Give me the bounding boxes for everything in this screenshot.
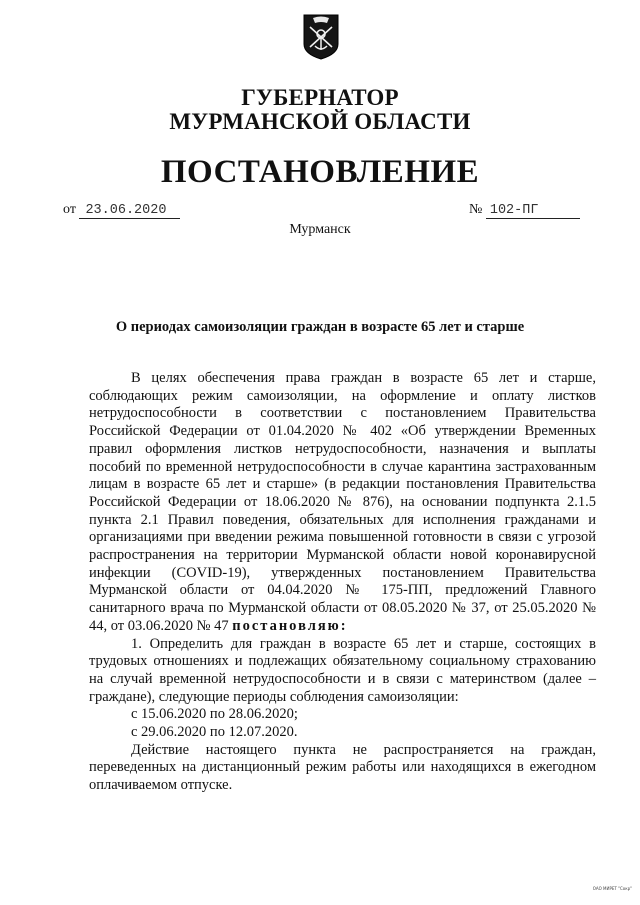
- coat-of-arms-icon: [303, 14, 339, 60]
- coat-of-arms-emblem: [303, 14, 339, 60]
- print-stamp: ОАО МИРЕТ "Сокр": [592, 886, 632, 891]
- number-field: [486, 201, 580, 219]
- period-2: с 29.06.2020 по 12.07.2020.: [131, 724, 298, 741]
- date-prefix: от: [63, 202, 76, 217]
- issuer-line-2: МУРМАНСКОЙ ОБЛАСТИ: [169, 109, 471, 134]
- issuer-line-1: ГУБЕРНАТОР: [241, 85, 399, 110]
- city-name: Мурманск: [289, 222, 351, 237]
- number-value: 102-ПГ: [489, 203, 539, 218]
- number-prefix: №: [469, 202, 483, 217]
- document-subject: О периодах самоизоляции граждан в возрасте 65 лет и старше: [115, 319, 525, 335]
- document-number: [469, 201, 580, 219]
- period-1: с 15.06.2020 по 28.06.2020;: [131, 706, 298, 723]
- preamble-text: В целях обеспечения права граждан в возрасте 65 лет и старше, соблюдающих режим самоизоляции, на оформление и оплату листков нетрудоспособности в соответствии с постановлением Правительства Российской Федерации от 01.04.2020 № 402 «Об утверждении Временных правил оформления листков нетрудоспособности, назначения и выплаты пособий по временной нетрудоспособности в случае карантина застрахованным лицам в возрасте 65 лет и старше» (в редакции постановления Правительства Российской Федерации от 18.06.2020 № 876), на основании подпункта 2.1.5 пункта 2.1 Правил поведения, обязательных для исполнения гражданами и организациями при введении режима повышенной готовности в связи с угрозой распространения на территории Мурманской области новой коронавирусной инфекции (COVID-19), утвержденных постановлением Правительства Мурманской области от 04.04.2020 № 175-ПП, предложений Главного санитарного врача по Мурманской области от 08.05.2020 № 37, от 25.05.2020 № 44, от 03.06.2020 № 47: [89, 370, 596, 634]
- item-1-paragraph: 1. Определить для граждан в возрасте 65 лет и старше, состоящих в трудовых отношениях и подлежащих обязательному социальному страхованию на случай временной нетрудоспособности и в связи с материнством (далее – граждане), следующие периоды соблюдения самоизоляции:: [89, 635, 596, 705]
- date-field: [79, 201, 180, 219]
- decree-word: постановляю:: [232, 617, 348, 634]
- exception-paragraph: Действие настоящего пункта не распространяется на граждан, переведенных на дистанционный режим работы или находящихся в ежегодном оплачиваемом отпуске.: [89, 741, 596, 794]
- document-body: [89, 370, 596, 795]
- preamble-paragraph: [89, 370, 596, 636]
- document-date: [63, 201, 180, 219]
- date-value: 23.06.2020: [85, 203, 167, 218]
- document-type-title: ПОСТАНОВЛЕНИЕ: [160, 154, 480, 190]
